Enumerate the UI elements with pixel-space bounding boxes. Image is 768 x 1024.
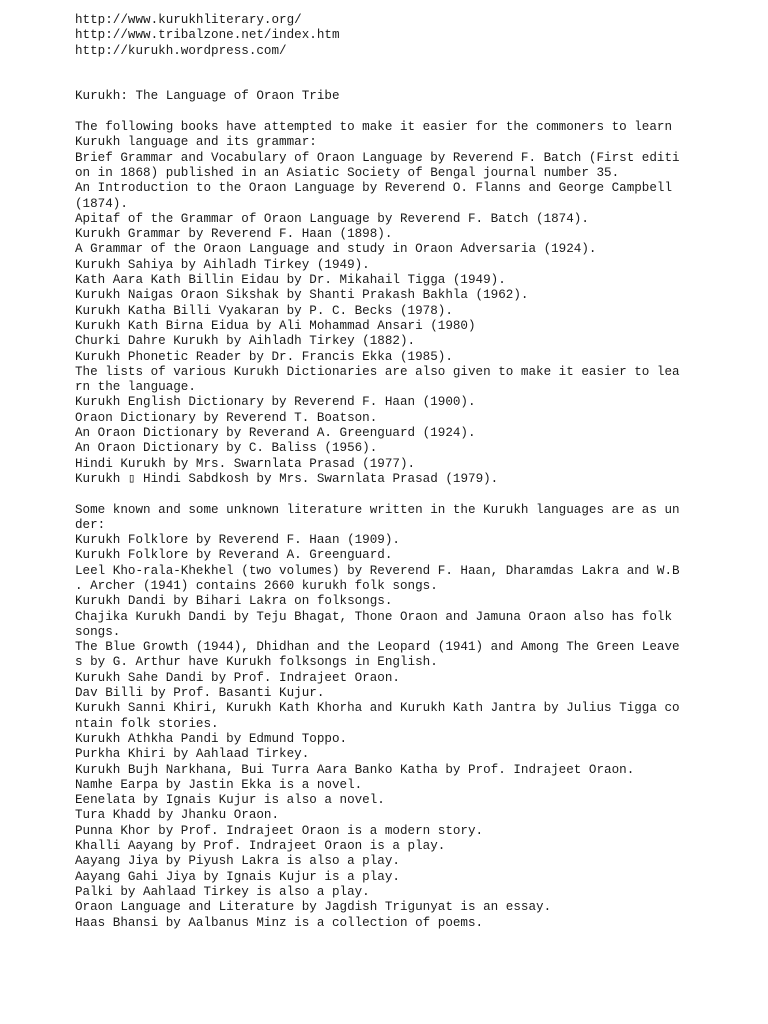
text-line: Kurukh Sahiya by Aihladh Tirkey (1949). (75, 257, 370, 272)
link-kurukh-wordpress[interactable]: http://kurukh.wordpress.com/ (75, 43, 287, 58)
text-line: Churki Dahre Kurukh by Aihladh Tirkey (1882). (75, 334, 416, 349)
text-line: Oraon Language and Literature by Jagdish Trigunyat is an essay. (75, 900, 552, 915)
text-line: rn the language. (75, 380, 196, 395)
text-line: Kurukh ▯ Hindi Sabdkosh by Mrs. Swarnlata Prasad (1979). (75, 471, 499, 486)
text-line: Leel Kho-rala-Khekhel (two volumes) by Reverend F. Haan, Dharamdas Lakra and W.B (75, 563, 680, 578)
text-line: s by G. Arthur have Kurukh folksongs in English. (75, 655, 438, 670)
literature-section (75, 503, 755, 931)
text-line: Hindi Kurukh by Mrs. Swarnlata Prasad (1977). (75, 456, 416, 471)
text-line: Oraon Dictionary by Reverend T. Boatson. (75, 410, 378, 425)
text-line: Kurukh Bujh Narkhana, Bui Turra Aara Banko Katha by Prof. Indrajeet Oraon. (75, 762, 635, 777)
text-line: Some known and some unknown literature written in the Kurukh languages are as un (75, 502, 680, 517)
text-line: Dav Billi by Prof. Basanti Kujur. (75, 686, 325, 701)
text-line: A Grammar of the Oraon Language and study in Oraon Adversaria (1924). (75, 242, 597, 257)
text-line: Kurukh Athkha Pandi by Edmund Toppo. (75, 731, 348, 746)
text-line: songs. (75, 624, 121, 639)
spacer (75, 59, 755, 74)
text-line: Purkha Khiri by Aahlaad Tirkey. (75, 747, 310, 762)
text-line: Kurukh Kath Birna Eidua by Ali Mohammad Ansari (1980) (75, 318, 476, 333)
text-line: An Introduction to the Oraon Language by Reverend O. Flanns and George Campbell (75, 181, 673, 196)
spacer (75, 105, 755, 120)
text-line: An Oraon Dictionary by Reverand A. Greenguard (1924). (75, 426, 476, 441)
text-line: Namhe Earpa by Jastin Ekka is a novel. (75, 777, 363, 792)
text-line: An Oraon Dictionary by C. Baliss (1956). (75, 441, 378, 456)
text-line: der: (75, 517, 106, 532)
text-line: Kurukh Naigas Oraon Sikshak by Shanti Prakash Bakhla (1962). (75, 288, 529, 303)
text-line: Apitaf of the Grammar of Oraon Language by Reverend F. Batch (1874). (75, 211, 589, 226)
text-line: Punna Khor by Prof. Indrajeet Oraon is a modern story. (75, 823, 484, 838)
text-line: Aayang Gahi Jiya by Ignais Kujur is a play. (75, 869, 400, 884)
document-page (75, 13, 755, 931)
text-line: Kurukh Sanni Khiri, Kurukh Kath Khorha and Kurukh Kath Jantra by Julius Tigga co (75, 701, 680, 716)
link-kurukhliterary[interactable]: http://www.kurukhliterary.org/ (75, 13, 302, 27)
text-line: Aayang Jiya by Piyush Lakra is also a play. (75, 854, 400, 869)
document-title: Kurukh: The Language of Oraon Tribe (75, 89, 340, 104)
text-line: on in 1868) published in an Asiatic Society of Bengal journal number 35. (75, 165, 620, 180)
text-line: The lists of various Kurukh Dictionaries are also given to make it easier to lea (75, 364, 680, 379)
text-line: Khalli Aayang by Prof. Indrajeet Oraon is a play. (75, 839, 446, 854)
spacer (75, 487, 755, 502)
text-line: Kurukh Folklore by Reverand A. Greenguard. (75, 548, 393, 563)
text-line: Haas Bhansi by Aalbanus Minz is a collection of poems. (75, 915, 484, 930)
grammar-books-section (75, 120, 755, 487)
text-line: ntain folk stories. (75, 716, 219, 731)
text-line: Kurukh Dandi by Bihari Lakra on folksongs. (75, 594, 393, 609)
text-line: Kurukh Folklore by Reverend F. Haan (1909). (75, 533, 400, 548)
text-line: Tura Khadd by Jhanku Oraon. (75, 808, 280, 823)
text-line: Chajika Kurukh Dandi by Teju Bhagat, Thone Oraon and Jamuna Oraon also has folk (75, 609, 673, 624)
text-line: (1874). (75, 196, 128, 211)
link-tribalzone[interactable]: http://www.tribalzone.net/index.htm (75, 28, 340, 43)
text-line: Kurukh language and its grammar: (75, 135, 317, 150)
text-line: Palki by Aahlaad Tirkey is also a play. (75, 884, 370, 899)
text-line: Kurukh English Dictionary by Reverend F. Haan (1900). (75, 395, 476, 410)
text-line: Kath Aara Kath Billin Eidau by Dr. Mikahail Tigga (1949). (75, 273, 506, 288)
text-line: The following books have attempted to make it easier for the commoners to learn (75, 120, 673, 135)
text-line: Eenelata by Ignais Kujur is also a novel. (75, 793, 385, 808)
text-line: . Archer (1941) contains 2660 kurukh folk songs. (75, 578, 438, 593)
text-line: Kurukh Phonetic Reader by Dr. Francis Ekka (1985). (75, 349, 453, 364)
text-line: The Blue Growth (1944), Dhidhan and the Leopard (1941) and Among The Green Leave (75, 640, 680, 655)
text-line: Brief Grammar and Vocabulary of Oraon Language by Reverend F. Batch (First editi (75, 150, 680, 165)
spacer (75, 74, 755, 89)
text-line: Kurukh Sahe Dandi by Prof. Indrajeet Oraon. (75, 670, 400, 685)
text-line: Kurukh Katha Billi Vyakaran by P. C. Becks (1978). (75, 303, 453, 318)
text-line: Kurukh Grammar by Reverend F. Haan (1898). (75, 227, 393, 242)
